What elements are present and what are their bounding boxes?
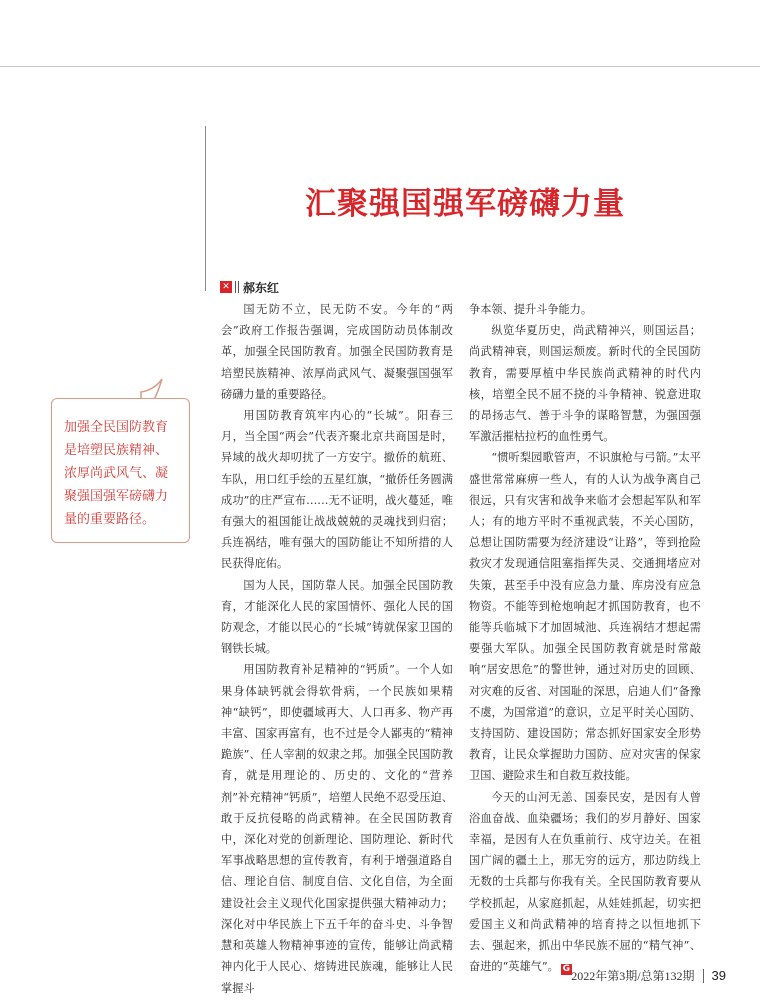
paragraph-text: 今天的山河无恙、国泰民安，是因有人曾浴血奋战、血染疆场；我们的岁月静好、国家幸福，是因有人在负重前行、戍守边关。在祖国广阔的疆土上，那无穷的远方，那边防线上无数的士兵都与你我有关。全民国防教育要从学校抓起，从家庭抓起，从娃娃抓起，切实把爱国主义和尚武精神的培育持之以恒地抓下去、强起来，抓出中华民族不屈的“精气神”、奋进的“英雄气”。: [469, 790, 701, 974]
article-column-right: [469, 299, 701, 978]
end-mark-icon: G: [562, 964, 570, 975]
page-footer: [571, 967, 726, 984]
paragraph: 国为人民，国防靠人民。加强全民国防教育，才能深化人民的家国情怀、强化人民的国防观念，才能以民心的“长城”铸就保家卫国的钢铁长城。: [221, 578, 453, 656]
author-name: 郝东红: [243, 280, 280, 295]
paragraph: 国无防不立，民无防不安。今年的“两会”政府工作报告强调，完成国防动员体制改革，加强全民国防教育。加强全民国防教育是培塑民族精神、浓厚尚武风气、凝聚强国强军磅礴力量的重要路径。: [221, 303, 453, 401]
paragraph: [469, 787, 701, 978]
paragraph: “惯听梨园歌管声，不识旗枪与弓箭。”太平盛世常常麻痹一些人，有的人认为战争离自己很远，只有灾害和战争来临才会想起军队和军人；有的地方平时不重视武装，不关心国防，总想让国防需要为经济建设“让路”，等到抢险救灾才发现通信阻塞指挥失灵、交通拥堵应对失策，甚至手中没有应急力量、库房没有应急物资。不能等到枪炮响起才抓国防教育，也不能等兵临城下才加固城池、兵连祸结才想起需要强大军队。加强全民国防教育就是时常敲响“居安思危”的警世钟，通过对历史的回顾、对灾难的反省、对国耻的深思，启迪人们“备豫不虞，为国常道”的意识，立足平时关心国防、支持国防、建设国防；常态抓好国家安全形势教育，让民众掌握助力国防、应对灾害的保家卫国、避险求生和自救互救技能。: [469, 451, 701, 783]
author-line: [220, 279, 279, 295]
article-title: 汇聚强国强军磅礴力量: [305, 186, 625, 222]
article-column-left: [221, 299, 453, 999]
author-mark-icon: ✕: [220, 281, 232, 293]
paragraph-continued: 争本领、提升斗争能力。: [469, 303, 593, 316]
title-vertical-rule: [205, 126, 206, 291]
footer-divider: [703, 969, 704, 983]
paragraph: 纵览华夏历史，尚武精神兴，则国运昌；尚武精神衰，则国运颓废。新时代的全民国防教育，需要厚植中华民族尚武精神的时代内核，培塑全民不屈不挠的斗争精神、锐意进取的昂扬志气、善于斗争的谋略智慧，为强国强军激活摧枯拉朽的血性勇气。: [469, 324, 701, 444]
author-separator: [235, 281, 239, 293]
pull-quote-text: 加强全民国防教育是培塑民族精神、浓厚尚武风气、凝聚强国强军磅礴力量的重要路径。: [64, 420, 169, 527]
header-rule: [0, 66, 760, 67]
pull-quote-callout: [51, 398, 190, 543]
issue-info: 2022年第3期/总第132期: [571, 969, 695, 983]
paragraph: 用国防教育筑牢内心的“长城”。阳春三月，当全国“两会”代表齐聚北京共商国是时，异域的战火却叨扰了一方安宁。撤侨的航班、车队，用口红手绘的五星红旗，“撤侨任务圆满成功”的庄严宣布……无不证明，战火蔓延，唯有强大的祖国能让战战兢兢的灵魂找到归宿；兵连祸结，唯有强大的国防能让不知所措的人民获得庇佑。: [221, 409, 453, 571]
page-number: 39: [711, 968, 726, 983]
paragraph: 用国防教育补足精神的“钙质”。一个人如果身体缺钙就会得软骨病，一个民族如果精神“缺钙”，即使疆域再大、人口再多、物产再丰富、国家再富有，也不过是令人鄙夷的“精神跪族”、任人宰割的奴隶之邦。加强全民国防教育，就是用理论的、历史的、文化的“营养剂”补充精神“钙质”，培塑人民绝不忍受压迫、敢于反抗侵略的尚武精神。在全民国防教育中，深化对党的创新理论、国防理论、新时代军事战略思想的宣传教育，有利于增强道路自信、理论自信、制度自信、文化自信，为全面建设社会主义现代化国家提供强大精神动力；深化对中华民族上下五千年的奋斗史、斗争智慧和英雄人物精神事迹的宣传，能够让尚武精神内化于人民心、熔铸进民族魂，能够让人民掌握斗: [221, 663, 453, 995]
